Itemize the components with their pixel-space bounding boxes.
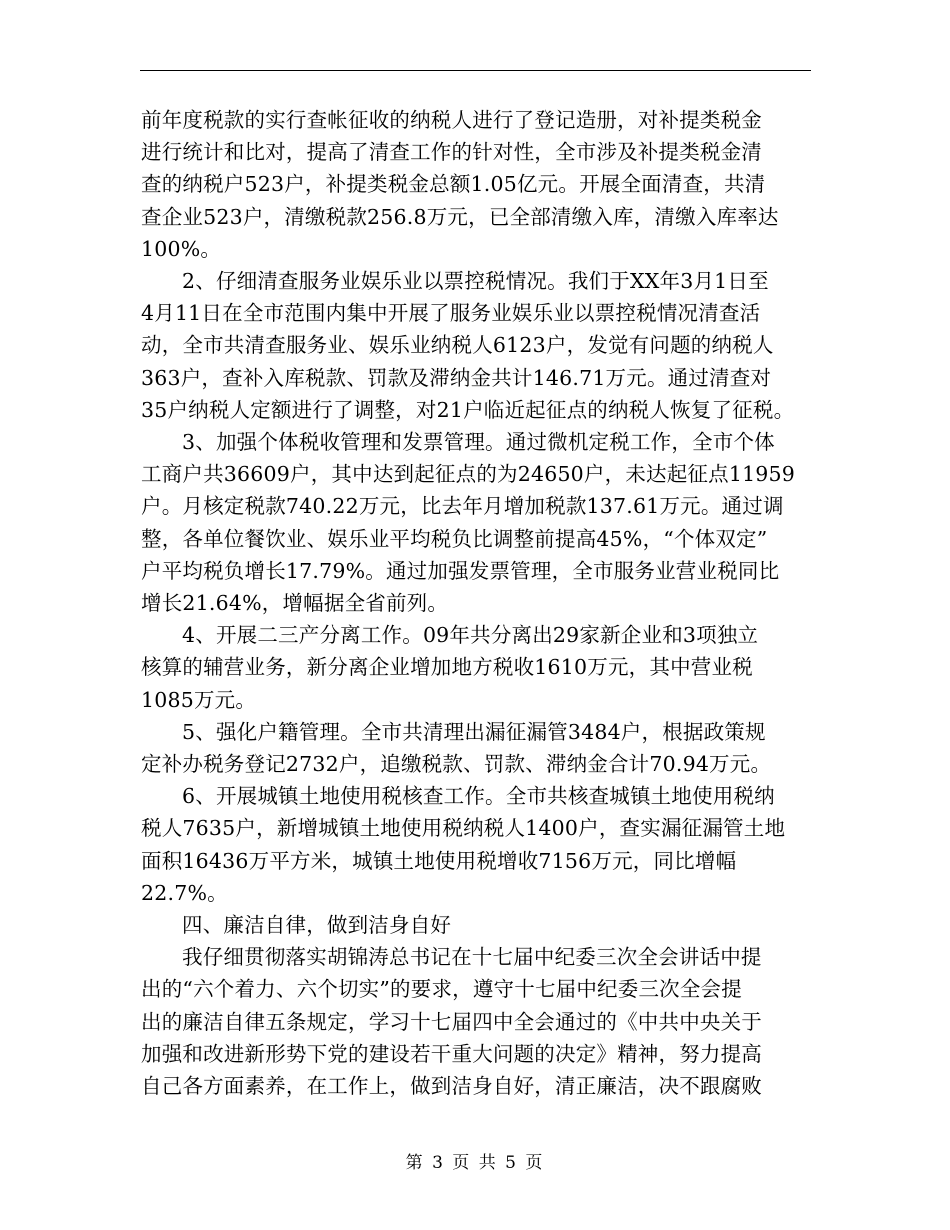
paragraph-item-5-household-registration: 5、强化户籍管理。全市共清理出漏征漏管3484户，根据政策规 定补办税务登记2732户，追缴税款、罚款、滞纳金合计70.94万元。: [141, 719, 772, 777]
paragraph-item-3-individual-tax: 3、加强个体税收管理和发票管理。通过微机定税工作，全市个体 工商户共36609户，其中达到起征点的为24650户，未达起征点11959 户。月核定税款740.22万元，比去年月增加税款137.61万元。通过调 整，各单位餐饮业、娱乐业平均税负比调整前提高45%，“个体双定” 户平均税负增长17.79%。通过加强发票管理，全市服务业营业税同比 增长21.64%，增幅据全省前列。: [141, 430, 796, 616]
section-heading-integrity: 四、廉洁自律，做到洁身自好: [182, 913, 452, 938]
paragraph-item-6-land-use-tax: 6、开展城镇土地使用税核查工作。全市共核查城镇土地使用税纳 税人7635户，新增城镇土地使用税纳税人1400户，查实漏征漏管土地 面积16436万平方米，城镇土地使用税增收7156万元，同比增幅 22.7%。: [141, 784, 786, 905]
page-number-footer: 第 3 页 共 5 页: [405, 1153, 545, 1173]
paragraph-continued-tax-audit: 前年度税款的实行查帐征收的纳税人进行了登记造册，对补提类税金 进行统计和比对，提高了清查工作的针对性，全市涉及补提类税金清 查的纳税户523户，补提类税金总额1.05亿元。开展全面清查，共清 查企业523户，清缴税款256.8万元，已全部清缴入库，清缴入库率达 100%。: [141, 108, 779, 261]
document-body: [141, 104, 813, 1102]
paragraph-item-2-service-entertainment: 2、仔细清查服务业娱乐业以票控税情况。我们于XX年3月1日至 4月11日在全市范围内集中开展了服务业娱乐业以票控税情况清查活 动，全市共清查服务业、娱乐业纳税人6123户，发觉有问题的纳税人 363户，查补入库税款、罚款及滞纳金共计146.71万元。通过清查对 35户纳税人定额进行了调整，对21户临近起征点的纳税人恢复了征税。: [141, 269, 795, 422]
paragraph-integrity-body: 我仔细贯彻落实胡锦涛总书记在十七届中纪委三次全会讲话中提 出的“六个着力、六个切实”的要求，遵守十七届中纪委三次全会提 出的廉洁自律五条规定，学习十七届四中全会通过的《中共中央关于 加强和改进新形势下党的建设若干重大问题的决定》精神，努力提高 自己各方面素养，在工作上，做到洁身自好，清正廉洁，决不跟腐败: [141, 945, 762, 1099]
paragraph-item-4-industry-separation: 4、开展二三产分离工作。09年共分离出29家新企业和3项独立 核算的辅营业务，新分离企业增加地方税收1610万元，其中营业税 1085万元。: [141, 623, 759, 712]
header-rule: [140, 70, 811, 71]
